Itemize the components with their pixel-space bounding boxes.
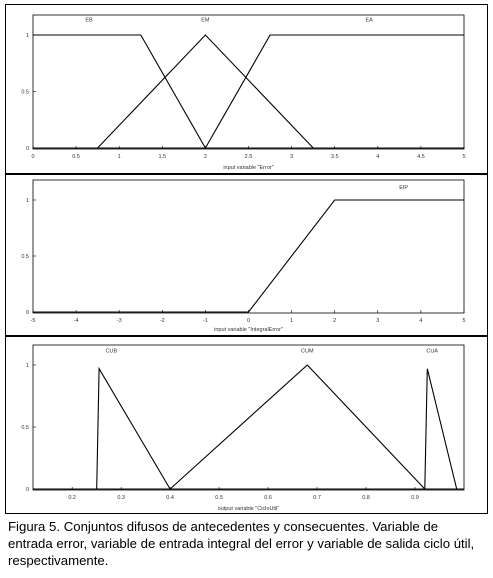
error-x-tick-label: 2 xyxy=(203,154,207,160)
error-x-tick-label: 3.5 xyxy=(330,154,339,160)
output-x-tick-label: 0.8 xyxy=(362,495,370,501)
output-x-tick-label: 0.3 xyxy=(117,495,125,501)
integral-error-x-tick-label: 0 xyxy=(246,318,251,324)
error-x-tick-label: 0.5 xyxy=(72,154,80,160)
output-y-tick-label: 1 xyxy=(25,363,29,369)
integral-error-x-tick-label: -5 xyxy=(30,318,36,324)
error-x-axis-label: input variable "Error" xyxy=(223,165,274,171)
output-series-label-cub: CUB xyxy=(105,348,118,355)
integral-error-y-tick-label: 1 xyxy=(25,198,29,204)
error-y-tick-label: 1 xyxy=(25,33,29,39)
output-x-tick-label: 0.9 xyxy=(411,495,419,501)
error-y-tick-label: 0 xyxy=(25,146,29,152)
integral-error-x-axis-label: input variable "IntegralError" xyxy=(214,327,283,333)
error-series-ea xyxy=(33,35,464,148)
integral-error-y-tick-label: 0.5 xyxy=(21,254,29,260)
integral-error-x-tick-label: 2 xyxy=(333,318,337,324)
integral-error-x-tick-label: -4 xyxy=(73,318,79,324)
output-y-tick-label: 0 xyxy=(25,487,29,493)
error-x-tick-label: 2.5 xyxy=(244,154,253,160)
integral-error-series-eip xyxy=(33,200,464,312)
integral-error-x-tick-label: 5 xyxy=(462,318,466,324)
error-series-label-eb: EB xyxy=(85,17,93,24)
integral-error-x-tick-label: -3 xyxy=(116,318,122,324)
output-series-cub xyxy=(33,369,464,489)
integral-error-x-tick-label: 1 xyxy=(290,318,294,324)
error-x-tick-label: 0 xyxy=(31,154,35,160)
output-x-tick-label: 0.2 xyxy=(68,495,77,501)
error-series-label-em: EM xyxy=(201,17,210,24)
error-x-tick-label: 4 xyxy=(376,154,380,160)
integral-error-x-tick-label: -1 xyxy=(202,318,208,324)
integral-error-y-tick-label: 0 xyxy=(25,310,29,316)
error-y-tick-label: 0.5 xyxy=(21,89,29,96)
output-y-tick-label: 0.5 xyxy=(21,425,29,431)
error-x-tick-label: 1.5 xyxy=(158,154,167,160)
error-series-eb xyxy=(33,35,464,148)
error-series-em xyxy=(33,35,464,148)
integral-error-series-label-eip: EIP xyxy=(399,184,409,191)
integral-error-x-tick-label: -2 xyxy=(159,318,165,324)
error-x-tick-label: 5 xyxy=(462,154,466,160)
error-x-tick-label: 3 xyxy=(290,154,294,160)
error-series-label-ea: EA xyxy=(365,17,373,24)
figure-caption: Figura 5. Conjuntos difusos de antecedentes y consecuentes. Variable de entrada error, variable de entrada integral del error y variable de salida ciclo útil, respectivamente. xyxy=(8,519,475,568)
output-series-label-cum: CUM xyxy=(301,348,314,355)
integral-error-x-tick-label: 3 xyxy=(376,318,380,324)
output-x-tick-label: 0.6 xyxy=(264,495,272,501)
output-series-label-cua: CUA xyxy=(426,348,438,355)
error-x-tick-label: 1 xyxy=(117,154,121,160)
integral-error-x-tick-label: 4 xyxy=(419,318,423,324)
output-x-tick-label: 0.4 xyxy=(166,495,174,501)
error-x-tick-label: 4.5 xyxy=(417,154,425,160)
output-x-axis-label: output variable "CicloUtil" xyxy=(217,506,280,512)
output-x-tick-label: 0.5 xyxy=(215,495,223,501)
output-x-tick-label: 0.7 xyxy=(313,495,321,501)
